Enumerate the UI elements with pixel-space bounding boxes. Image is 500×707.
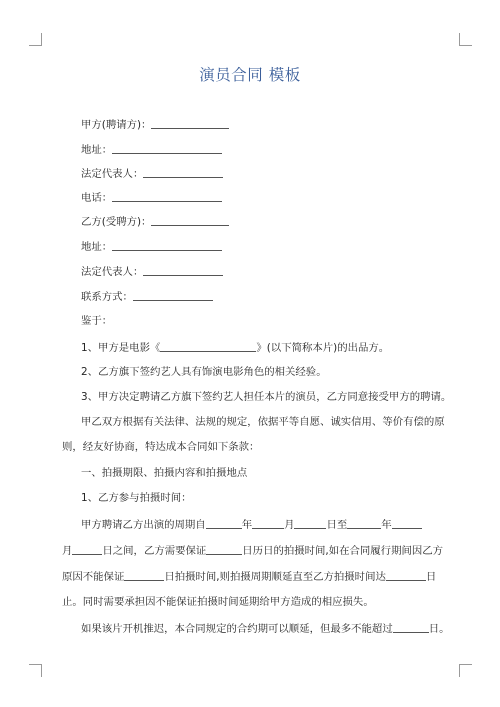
agreement-line-1: 甲乙双方根据有关法律、法规的规定，依据平等自愿、诚实信用、等价有偿的原 xyxy=(81,416,445,428)
party-b-rep-line xyxy=(81,264,223,279)
clause-period-line-4: 止。同时需要承担因不能保证拍摄时间延期给甲方造成的相应损失。 xyxy=(62,596,374,608)
max-extension-days-blank[interactable] xyxy=(393,621,429,633)
clause-period-text-c: 日历日的拍摄时间,如在合同履行期间因乙方 xyxy=(242,545,444,557)
party-a-address-label: 地址： xyxy=(81,144,113,156)
whereas-item-1 xyxy=(81,340,389,355)
clause-period-line-3 xyxy=(62,569,436,584)
clause-period-text-d: 原因不能保证 xyxy=(62,571,125,583)
crop-mark-bottom-left xyxy=(29,664,42,677)
start-year-blank[interactable] xyxy=(206,517,242,529)
party-a-label: 甲方(聘请方)： xyxy=(81,119,152,131)
party-a-blank[interactable] xyxy=(151,117,229,129)
end-year-blank[interactable] xyxy=(347,517,381,529)
party-b-label: 乙方(受聘方)： xyxy=(81,216,152,228)
party-a-rep-label: 法定代表人： xyxy=(81,168,144,180)
document-title: 演员合同 模板 xyxy=(199,66,301,84)
party-a-line xyxy=(81,117,229,132)
party-a-address-line xyxy=(81,142,222,157)
clause-postpone-text-a: 如果该片开机推迟，本合同规定的合约期可以顺延，但最多不能超过 xyxy=(81,623,393,635)
whereas-item-1-text-b: 》(以下简称本片)的出品方。 xyxy=(256,342,390,354)
clause-postpone-line xyxy=(81,621,450,636)
clause-period-line-2 xyxy=(62,543,443,558)
reached-days-blank[interactable] xyxy=(386,569,426,581)
whereas-heading: 鉴于： xyxy=(81,315,113,327)
party-b-line xyxy=(81,214,229,229)
start-year-label: 年 xyxy=(241,519,253,531)
section-1-heading: 一、拍摄期限、拍摄内容和拍摄地点 xyxy=(81,467,248,479)
start-day-label: 日至 xyxy=(326,519,348,531)
clause-period-text-a: 甲方聘请乙方出演的周期自 xyxy=(81,519,206,531)
party-a-rep-blank[interactable] xyxy=(143,166,223,178)
party-a-phone-line xyxy=(81,190,222,205)
clause-postpone-text-b: 日。 xyxy=(428,623,450,635)
agreement-line-2: 则，经友好协商，特达成本合同如下条款： xyxy=(62,441,260,453)
whereas-item-1-text-a: 1、甲方是电影《 xyxy=(81,342,161,354)
guaranteed-days-blank[interactable] xyxy=(124,569,164,581)
start-month-blank[interactable] xyxy=(252,517,284,529)
party-b-address-line xyxy=(81,239,222,254)
party-a-phone-blank[interactable] xyxy=(112,190,222,202)
party-b-blank[interactable] xyxy=(151,214,229,226)
clause-period-text-b: 日之间，乙方需要保证 xyxy=(102,545,207,557)
whereas-item-3: 3、甲方决定聘请乙方旗下签约艺人担任本片的演员，乙方同意接受甲方的聘请。 xyxy=(81,391,452,403)
calendar-days-blank[interactable] xyxy=(206,543,242,555)
crop-mark-top-right xyxy=(459,33,472,46)
party-b-address-label: 地址： xyxy=(81,241,113,253)
party-b-address-blank[interactable] xyxy=(112,239,222,251)
party-b-rep-label: 法定代表人： xyxy=(81,266,144,278)
crop-mark-top-left xyxy=(29,33,42,46)
party-b-contact-label: 联系方式： xyxy=(81,291,133,303)
clause-period-line-1 xyxy=(81,517,422,532)
clause-period-text-f: 日 xyxy=(425,571,437,583)
film-title-blank[interactable] xyxy=(160,340,256,352)
end-day-blank[interactable] xyxy=(72,543,102,555)
end-year-label: 年 xyxy=(381,519,392,531)
party-b-contact-blank[interactable] xyxy=(133,289,213,301)
party-b-contact-line xyxy=(81,289,213,304)
clause-period-text-e: 日拍摄时间,则拍摄周期顺延直至乙方拍摄时间达 xyxy=(164,571,386,583)
start-month-label: 月 xyxy=(284,519,295,531)
party-a-phone-label: 电话： xyxy=(81,192,113,204)
section-1-sub-1: 1、乙方参与拍摄时间： xyxy=(81,492,192,504)
end-month-label: 月 xyxy=(62,545,73,557)
start-day-blank[interactable] xyxy=(294,517,326,529)
crop-mark-bottom-right xyxy=(459,664,472,677)
party-b-rep-blank[interactable] xyxy=(143,264,223,276)
end-month-blank[interactable] xyxy=(392,517,422,529)
party-a-rep-line xyxy=(81,166,223,181)
whereas-item-2: 2、乙方旗下签约艺人具有饰演电影角色的相关经验。 xyxy=(81,366,327,378)
party-a-address-blank[interactable] xyxy=(112,142,222,154)
